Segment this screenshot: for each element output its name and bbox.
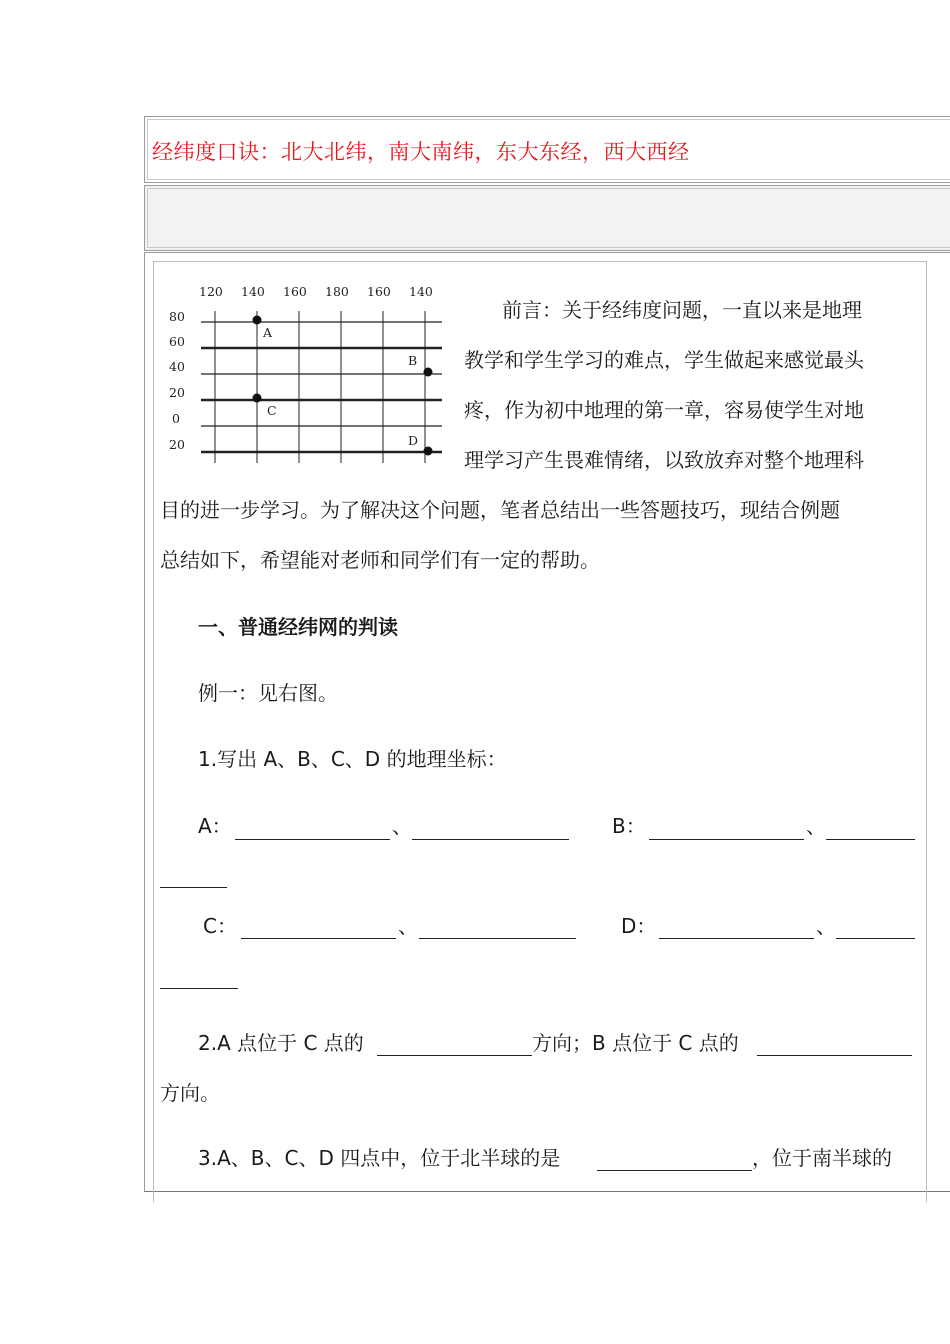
separator: 、 <box>806 814 826 838</box>
question-1: 1.写出 A、B、C、D 的地理坐标： <box>198 747 507 771</box>
grid-points <box>253 316 433 456</box>
left-label: 0 <box>172 411 180 426</box>
answer-b-blank-2-wrap[interactable] <box>160 887 227 888</box>
left-label: 60 <box>169 334 185 349</box>
empty-gray-box <box>144 185 950 251</box>
top-label: 160 <box>367 284 391 299</box>
question-2-part-1: 2.A 点位于 C 点的 <box>198 1031 364 1055</box>
answer-b-label: B： <box>612 814 646 838</box>
separator: 、 <box>398 914 418 938</box>
point-c-label: C <box>267 403 277 418</box>
separator: 、 <box>816 914 836 938</box>
answer-c-label: C： <box>203 914 237 938</box>
question-2-blank-1[interactable] <box>377 1055 532 1056</box>
intro-line-6: 总结如下，希望能对老师和同学们有一定的帮助。 <box>160 548 600 572</box>
top-label: 140 <box>409 284 433 299</box>
answer-d-blank-2[interactable] <box>836 938 915 939</box>
left-latitude-labels <box>169 309 185 452</box>
point-d-dot <box>424 447 433 456</box>
top-longitude-labels <box>199 284 433 299</box>
answer-a-label: A： <box>198 814 232 838</box>
answer-b-blank-1[interactable] <box>649 839 804 840</box>
top-label: 180 <box>325 284 349 299</box>
point-b-dot <box>424 368 433 377</box>
title-box <box>144 116 950 183</box>
question-2-part-2: 方向；B 点位于 C 点的 <box>532 1031 739 1055</box>
intro-line-1: 前言：关于经纬度问题，一直以来是地理 <box>502 298 862 322</box>
lat-long-grid-figure <box>166 280 456 465</box>
intro-line-4: 理学习产生畏难情绪，以致放弃对整个地理科 <box>464 448 864 472</box>
question-3-blank-1[interactable] <box>597 1170 752 1171</box>
answer-b-blank-2[interactable] <box>826 839 915 840</box>
mnemonic-title: 经纬度口诀：北大北纬，南大南纬，东大东经，西大西经 <box>152 140 690 164</box>
question-2-blank-2[interactable] <box>757 1055 912 1056</box>
left-label: 20 <box>169 437 185 452</box>
section-heading: 一、普通经纬网的判读 <box>198 615 398 639</box>
answer-a-blank-1[interactable] <box>235 839 390 840</box>
point-a-dot <box>253 316 262 325</box>
point-b-label: B <box>408 353 418 368</box>
intro-line-5: 目的进一步学习。为了解决这个问题，笔者总结出一些答题技巧，现结合例题 <box>160 498 840 522</box>
top-label: 120 <box>199 284 223 299</box>
left-label: 40 <box>169 359 185 374</box>
answer-c-blank-1[interactable] <box>241 938 396 939</box>
answer-d-label: D： <box>621 914 657 938</box>
intro-line-2: 教学和学生学习的难点，学生做起来感觉最头 <box>464 348 864 372</box>
point-d-label: D <box>408 433 419 448</box>
question-3-part-2: ，位于南半球的 <box>752 1146 892 1170</box>
intro-line-3: 疼，作为初中地理的第一章，容易使学生对地 <box>464 398 864 422</box>
top-label: 140 <box>241 284 265 299</box>
top-label: 160 <box>283 284 307 299</box>
separator: 、 <box>392 814 412 838</box>
point-a-label: A <box>263 325 273 340</box>
example-line: 例一：见右图。 <box>198 681 338 705</box>
point-c-dot <box>253 394 262 403</box>
answer-d-blank-1[interactable] <box>659 938 814 939</box>
question-2-part-3: 方向。 <box>160 1081 220 1105</box>
answer-d-blank-2-wrap[interactable] <box>160 988 238 989</box>
left-label: 80 <box>169 309 185 324</box>
left-label: 20 <box>169 385 185 400</box>
answer-a-blank-2[interactable] <box>412 839 569 840</box>
grid-lines <box>201 311 442 463</box>
question-3-part-1: 3.A、B、C、D 四点中，位于北半球的是 <box>198 1146 561 1170</box>
answer-c-blank-2[interactable] <box>419 938 576 939</box>
